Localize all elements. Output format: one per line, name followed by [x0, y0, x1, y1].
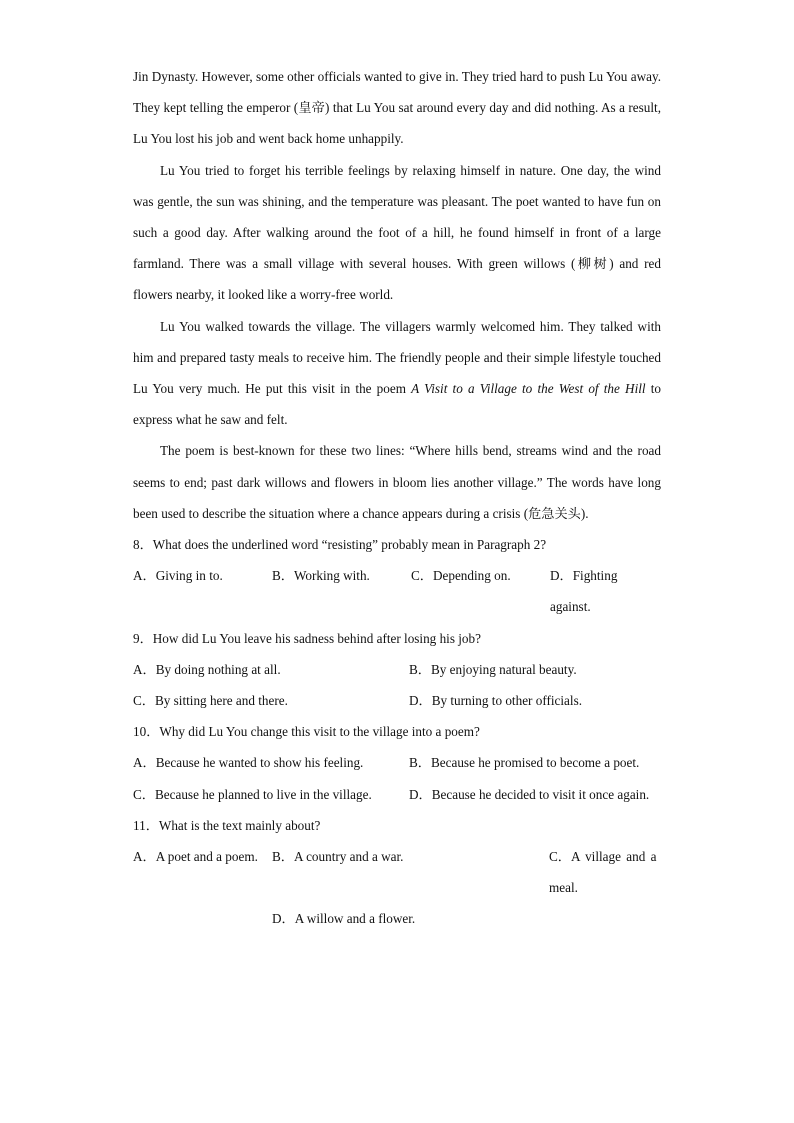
- question-8-option-d[interactable]: D．Fighting against.: [550, 568, 618, 615]
- question-11-option-b[interactable]: B．A country and a war.: [272, 849, 404, 865]
- question-10-options-row-1: [133, 747, 661, 778]
- question-9-options-row-2: [133, 685, 661, 716]
- question-9-option-c[interactable]: C．By sitting here and there.: [133, 693, 288, 709]
- passage-paragraph-1: Jin Dynasty. However, some other officials wanted to give in. They tried hard to push Lu You away. They kept telling the emperor (皇帝) that Lu You sat around every day and did nothing. As a result, Lu You lost his job and went back home unhappily.: [133, 69, 661, 147]
- passage-paragraph-3-text-a: Lu You walked towards the village. The villagers warmly welcomed him. They talked with him and prepared tasty meals to receive him. The friendly people and their simple lifestyle touched Lu You very much. He put this visit in the poem: [133, 318, 661, 397]
- question-10-option-a[interactable]: A．Because he wanted to show his feeling.: [133, 755, 364, 771]
- question-11-option-a[interactable]: A．A poet and a poem.: [133, 849, 258, 865]
- question-8-option-b[interactable]: B．Working with.: [272, 568, 370, 584]
- question-11-options-row-2: [133, 903, 661, 934]
- passage-paragraph-3-text-b: to express what he saw and felt.: [133, 381, 662, 428]
- question-9-options-row-1: [133, 654, 661, 685]
- poem-title: A Visit to a Village to the West of the Hill: [411, 381, 646, 397]
- question-10-stem: 10．Why did Lu You change this visit to the village into a poem?: [133, 724, 480, 740]
- question-10-option-b[interactable]: B．Because he promised to become a poet.: [409, 755, 640, 771]
- question-11-stem: 11．What is the text mainly about?: [133, 817, 321, 833]
- document-page: [133, 61, 661, 935]
- question-9-option-a[interactable]: A．By doing nothing at all.: [133, 661, 281, 677]
- question-11-option-d[interactable]: D．A willow and a flower.: [272, 911, 416, 927]
- question-10-option-c[interactable]: C．Because he planned to live in the village.: [133, 786, 372, 802]
- question-8-options: [133, 560, 661, 622]
- question-10-option-d[interactable]: D．Because he decided to visit it once again.: [409, 786, 650, 802]
- passage-paragraph-4: The poem is best-known for these two lines: “Where hills bend, streams wind and the road seems to end; past dark willows and flowers in bloom lies another village.” The words have long been used to describe the situation where a chance appears during a crisis (危急关头).: [133, 443, 661, 521]
- question-11-options-row-1: [133, 841, 661, 903]
- passage-paragraph-3: [133, 311, 661, 436]
- question-10-options-row-2: [133, 779, 661, 810]
- passage-paragraph-2: Lu You tried to forget his terrible feelings by relaxing himself in nature. One day, the wind was gentle, the sun was shining, and the temperature was pleasant. The poet wanted to have fun on such a good day. After walking around the foot of a hill, he found himself in front of a large farmland. There was a small village with several houses. With green willows (柳树) and red flowers nearby, it looked like a worry-free world.: [133, 162, 661, 303]
- question-8-option-c[interactable]: C．Depending on.: [411, 568, 511, 584]
- question-9-option-d[interactable]: D．By turning to other officials.: [409, 693, 583, 709]
- spacer: [133, 903, 272, 934]
- question-8-option-a[interactable]: A．Giving in to.: [133, 568, 223, 584]
- question-8-stem: 8．What does the underlined word “resisting” probably mean in Paragraph 2?: [133, 537, 547, 553]
- question-11-option-c[interactable]: C．A village and a meal.: [549, 849, 657, 896]
- question-9-stem: 9．How did Lu You leave his sadness behind after losing his job?: [133, 630, 481, 646]
- question-9-option-b[interactable]: B．By enjoying natural beauty.: [409, 661, 577, 677]
